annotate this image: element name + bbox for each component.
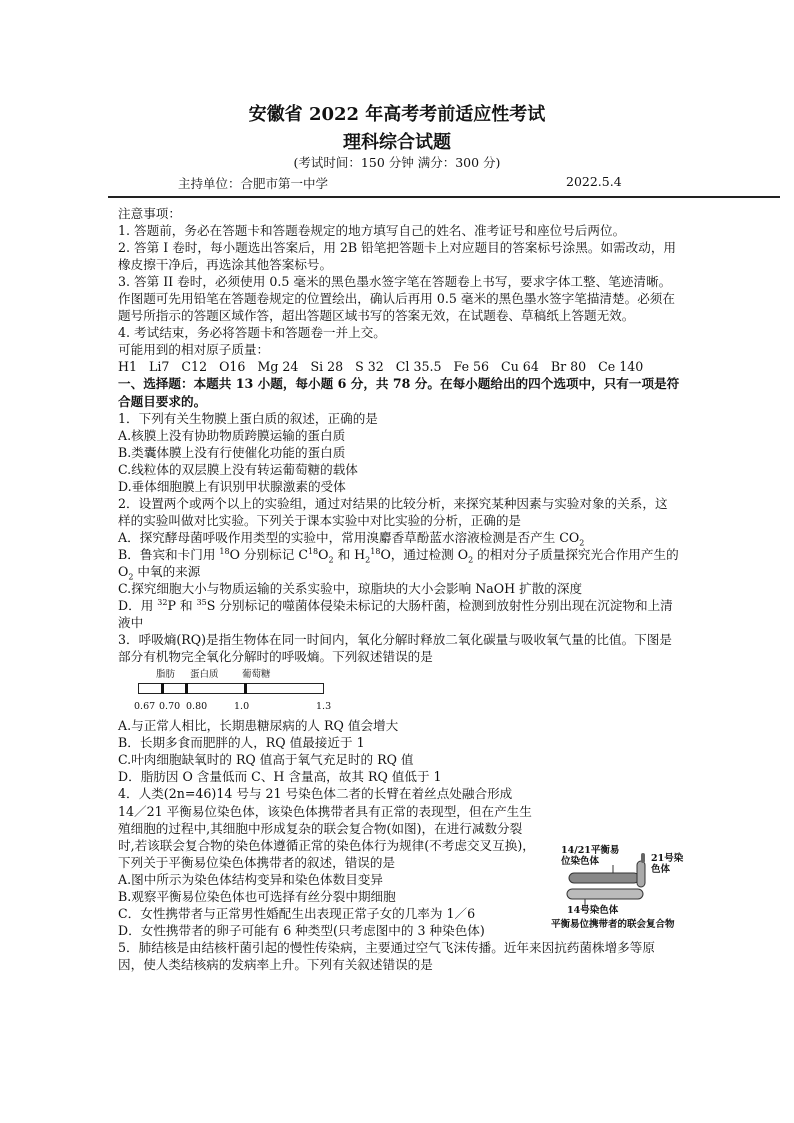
question-2-stem: 2．设置两个或两个以上的实验组，通过对结果的比较分析，来探究某种因素与实验对象的关系，这样的实验叫做对比实验。下列关于课本实验中对比实验的分析，正确的是 (118, 495, 668, 528)
notes-heading: 注意事项： (118, 206, 181, 221)
scale-value: 1.3 (316, 701, 332, 713)
q4-option-d: D．女性携带者的卵子可能有 6 种类型(只考虑图中的 3 种染色体) (118, 922, 485, 938)
page-title: 安徽省 2022 年高考考前适应性考试 (248, 104, 546, 125)
q4-option-b: B.观察平衡易位染色体也可选择有丝分裂中期细胞 (118, 888, 396, 904)
scale-tick (185, 683, 188, 694)
atomic-mass-heading: 可能用到的相对原子质量： (118, 342, 270, 358)
chromosome-14-shape (567, 889, 643, 899)
q2-option-a: A．探究酵母菌呼吸作用类型的实验中，常用溴麝香草酚蓝水溶液检测是否产生 $CO_2$ (118, 529, 585, 548)
question-4-stem: 4．人类(2n=46)14 号与 21 号染色体二者的长臂在着丝点处融合形成 (118, 786, 513, 802)
question-4-stem-cont: 14／21 平衡易位染色体，该染色体携带者具有正常的表现型，但在产生生殖细胞的过程中,其细胞中形成复杂的联会复合物(如图)，在进行减数分裂时,若该联会复合物的染色体遵循正常的染色体行为规律(不考虑交叉互换)，下列关于平衡易位染色体携带者的叙述，错误的是 (118, 803, 535, 870)
chromosome-figure (551, 843, 700, 933)
q3-option-c: C.叶肉细胞缺氧时的 RQ 值高于氧气充足时的 RQ 值 (118, 752, 414, 768)
header-divider (108, 196, 780, 198)
scale-label-glucose: 葡萄糖 (242, 669, 271, 681)
scale-value: 0.80 (186, 701, 208, 713)
q1-option-d: D.垂体细胞膜上有识别甲状腺激素的受体 (118, 478, 346, 494)
scale-label-fat: 脂肪 (156, 669, 176, 681)
host-unit: 主持单位：合肥市第一中学 (178, 176, 329, 191)
q4-option-c: C．女性携带者与正常男性婚配生出表现正常子女的几率为 1／6 (118, 905, 476, 921)
figure-caption: 平衡易位携带者的联会复合物 (551, 919, 675, 930)
translocation-chromosome-shape (569, 873, 639, 883)
note-item: 3. 答第 II 卷时，必须使用 0.5 毫米的黑色墨水签字笔在答题卷上书写，要求字体工整、笔迹清晰。作图题可先用铅笔在答题卷规定的位置绘出，确认后再用 0.5 毫米的黑色墨水签字笔描清楚。必须在题号所指示的答题区域作答，超出答题区域书写的答案无效，在试题卷、草稿纸上答题无效。 (118, 274, 675, 324)
q1-option-b: B.类囊体膜上没有行使催化功能的蛋白质 (118, 444, 346, 460)
scale-value: 0.67 (134, 701, 156, 713)
note-item: 1. 答题前，务必在答题卡和答题卷规定的地方填写自己的姓名、准考证号和座位号后两位。 (118, 223, 626, 239)
q3-option-b: B．长期多食而肥胖的人，RQ 值最接近于 1 (118, 735, 365, 751)
scale-label-protein: 蛋白质 (190, 669, 219, 681)
label-translocation-chromosome: 14/21平衡易位染色体 (561, 845, 620, 867)
label-chromosome-21: 21号染色体 (651, 853, 684, 875)
label-chromosome-14: 14号染色体 (567, 905, 619, 916)
question-1-stem: 1．下列有关生物膜上蛋白质的叙述，正确的是 (118, 410, 378, 426)
scale-tick (161, 683, 164, 694)
section-heading: 一、选择题：本题共 13 小题，每小题 6 分，共 78 分。在每小题给出的四个选项中，只有一项是符合题目要求的。 (118, 376, 680, 409)
q4-option-a: A.图中所示为染色体结构变异和染色体数目变异 (118, 871, 383, 887)
exam-time-info: (考试时间：150 分钟 满分：300 分) (293, 155, 501, 170)
q1-option-a: A.核膜上没有协助物质跨膜运输的蛋白质 (118, 427, 346, 443)
note-item: 4. 考试结束，务必将答题卡和答题卷一并上交。 (118, 325, 386, 341)
scale-bar (138, 683, 324, 694)
q3-option-a: A.与正常人相比，长期患糖尿病的人 RQ 值会增大 (118, 718, 399, 734)
scale-tick (244, 683, 247, 694)
rq-scale-figure (134, 665, 344, 717)
q3-option-d: D．脂肪因 O 含量低而 C、H 含量高，故其 RQ 值低于 1 (118, 769, 442, 785)
q2-option-c: C.探究细胞大小与物质运输的关系实验中，琼脂块的大小会影响 NaOH 扩散的深度 (118, 581, 583, 597)
chromosome-21-arm (641, 853, 645, 863)
note-item: 2. 答第 I 卷时，每小题选出答案后，用 2B 铅笔把答题卡上对应题目的答案标号涂黑。如需改动，用橡皮擦干净后，再选涂其他答案标号。 (118, 240, 677, 273)
q2-option-b: B．鲁宾和卡门用 $^{18}$O 分别标记 $C^{18}O_2$ 和 $H_2^{18}O$，通过检测 $O_2$ 的相对分子质量探究光合作用产生的 $O_2$ 中氧的来源 (118, 546, 679, 582)
page-subtitle: 理科综合试题 (343, 132, 451, 153)
question-3-stem: 3．呼吸熵(RQ)是指生物体在同一时间内，氧化分解时释放二氧化碳量与吸收氧气量的比值。下图是部分有机物完全氧化分解时的呼吸熵。下列叙述错误的是 (118, 632, 672, 665)
scale-value: 0.70 (159, 701, 181, 713)
chromosome-21-shape (637, 861, 645, 887)
q1-option-c: C.线粒体的双层膜上没有转运葡萄糖的载体 (118, 461, 358, 477)
scale-value: 1.0 (234, 701, 250, 713)
question-5-stem: 5．肺结核是由结核杆菌引起的慢性传染病，主要通过空气飞沫传播。近年来因抗药菌株增多等原因，使人类结核病的发病率上升。下列有关叙述错误的是 (118, 939, 655, 972)
atomic-mass-list: H1 Li7 C12 O16 Mg 24 Si 28 S 32 Cl 35.5 Fe 56 Cu 64 Br 80 Ce 140 (118, 359, 644, 375)
q2-option-d: D．用 $^{32}$P 和 $^{35}$S 分别标记的噬菌体侵染未标记的大肠杆菌，检测到放射性分别出现在沉淀物和上清液中 (118, 597, 673, 631)
exam-date: 2022.5.4 (566, 174, 622, 189)
